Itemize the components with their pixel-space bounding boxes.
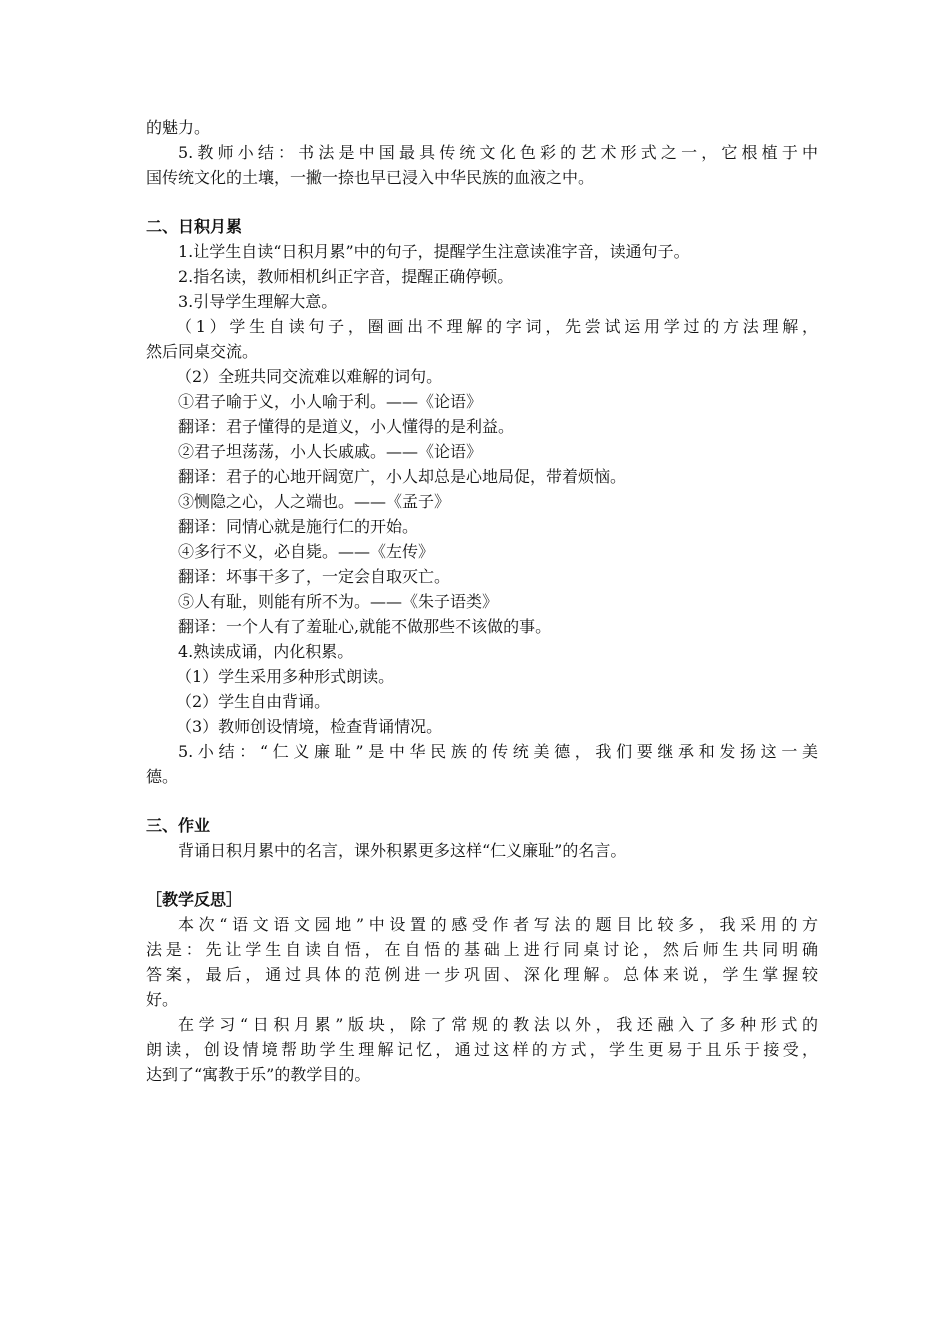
teacher-summary-line-1: 5.教师小结：书法是中国最具传统文化色彩的艺术形式之一，它根植于中 (178, 143, 818, 162)
reflection-heading: ［教学反思］ (146, 890, 243, 909)
document-page (146, 115, 818, 1087)
section-2-step-4-item-2: （2）学生自由背诵。 (176, 692, 331, 711)
reflection-p1-line-3: 答案，最后，通过具体的范例进一步巩固、深化理解。总体来说，学生掌握较 (146, 965, 818, 984)
section-2-sub-2: （2）全班共同交流难以难解的词句。 (176, 367, 443, 386)
quote-3-translation: 翻译：同情心就是施行仁的开始。 (178, 517, 419, 536)
quote-1-translation: 翻译：君子懂得的是道义，小人懂得的是利益。 (178, 417, 515, 436)
reflection-p1-line-2: 法是：先让学生自读自悟，在自悟的基础上进行同桌讨论，然后师生共同明确 (146, 940, 818, 959)
section-3-heading: 三、作业 (146, 816, 211, 835)
quote-2-translation: 翻译：君子的心地开阔宽广，小人却总是心地局促，带着烦恼。 (178, 467, 627, 486)
quote-4: ④多行不义，必自毙。——《左传》 (178, 542, 435, 561)
section-2-sub-1-line-2: 然后同桌交流。 (146, 342, 259, 361)
section-2-step-5-line-2: 德。 (146, 767, 179, 786)
section-2-heading: 二、日积月累 (146, 217, 243, 236)
reflection-p2-line-3: 达到了“寓教于乐”的教学目的。 (146, 1065, 371, 1084)
section-2-step-4: 4.熟读成诵，内化积累。 (178, 642, 354, 661)
quote-4-translation: 翻译：坏事干多了，一定会自取灭亡。 (178, 567, 451, 586)
quote-1: ①君子喻于义，小人喻于利。——《论语》 (178, 392, 483, 411)
section-2-sub-1-line-1: （1）学生自读句子，圈画出不理解的字词，先尝试运用学过的方法理解， (176, 317, 818, 336)
section-2-step-4-item-3: （3）教师创设情境，检查背诵情况。 (176, 717, 443, 736)
section-2-step-4-item-1: （1）学生采用多种形式朗读。 (176, 667, 395, 686)
quote-3: ③恻隐之心，人之端也。——《孟子》 (178, 492, 451, 511)
quote-5-translation: 翻译：一个人有了羞耻心,就能不做那些不该做的事。 (178, 617, 552, 636)
section-2-step-2: 2.指名读，教师相机纠正字音，提醒正确停顿。 (178, 267, 514, 286)
quote-2: ②君子坦荡荡，小人长戚戚。——《论语》 (178, 442, 483, 461)
reflection-p2-line-1: 在学习“日积月累”版块，除了常规的教法以外，我还融入了多种形式的 (178, 1015, 818, 1034)
reflection-p2-line-2: 朗读，创设情境帮助学生理解记忆，通过这样的方式，学生更易于且乐于接受， (146, 1040, 818, 1059)
quote-5: ⑤人有耻，则能有所不为。——《朱子语类》 (178, 592, 499, 611)
reflection-p1-line-1: 本次“语文语文园地”中设置的感受作者写法的题目比较多，我采用的方 (178, 915, 818, 934)
teacher-summary-line-2: 国传统文化的土壤，一撇一捺也早已浸入中华民族的血液之中。 (146, 168, 595, 187)
section-2-step-1: 1.让学生自读“日积月累”中的句子，提醒学生注意读准字音，读通句子。 (178, 242, 690, 261)
intro-tail: 的魅力。 (146, 118, 211, 137)
section-2-step-5-line-1: 5.小结：“仁义廉耻”是中华民族的传统美德，我们要继承和发扬这一美 (178, 742, 818, 761)
reflection-p1-line-4: 好。 (146, 990, 179, 1009)
section-3-text: 背诵日积月累中的名言，课外积累更多这样“仁义廉耻”的名言。 (178, 841, 627, 860)
section-2-step-3: 3.引导学生理解大意。 (178, 292, 338, 311)
